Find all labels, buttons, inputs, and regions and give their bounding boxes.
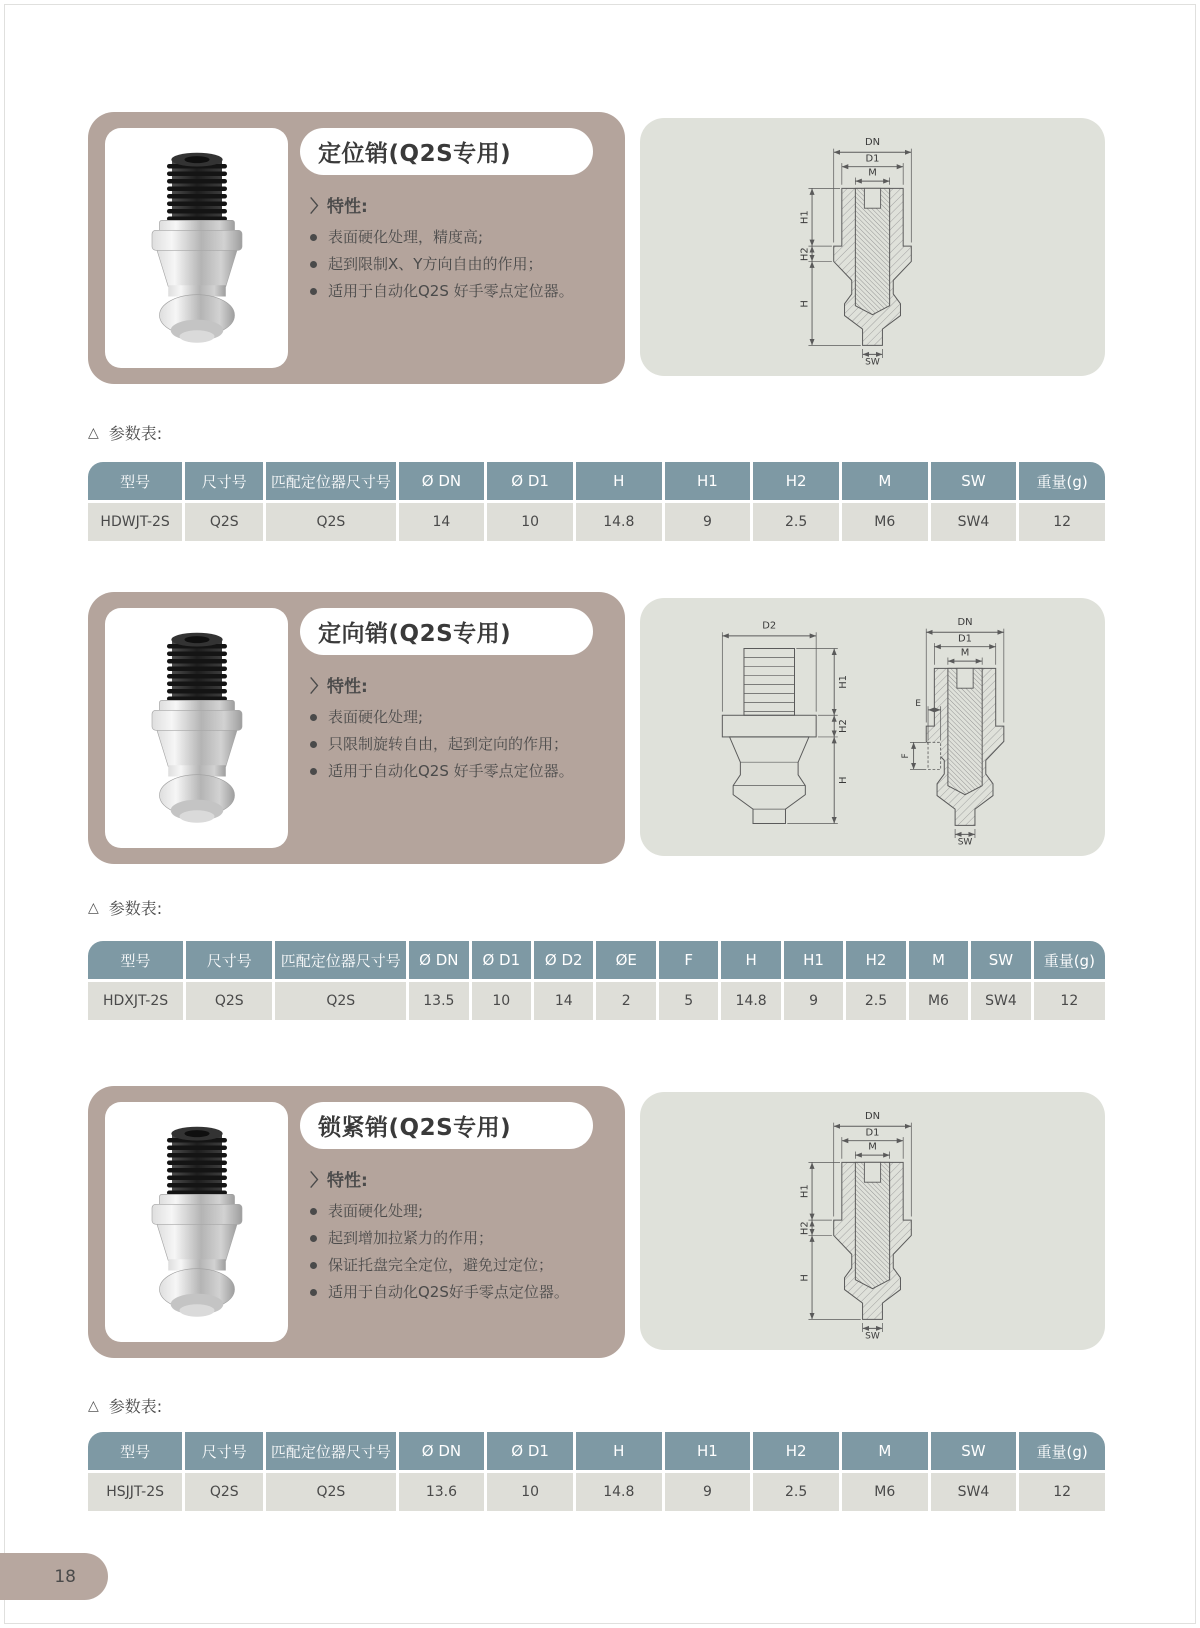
table-cell: 2.5: [753, 503, 839, 541]
dim-label-m: M: [960, 647, 969, 659]
features-list: [300, 708, 605, 781]
dim-label-m: M: [868, 1141, 877, 1153]
feature-item: 只限制旋转自由，起到定向的作用；: [310, 735, 605, 754]
dim-label-dn: DN: [864, 1111, 881, 1123]
table-cell: 12: [1019, 1473, 1105, 1511]
section-title-pill: [300, 128, 593, 175]
column-header: 匹配定位器尺寸号: [275, 941, 406, 979]
table-cell: HDXJT-2S: [88, 982, 183, 1020]
table-header-row: [88, 941, 1105, 979]
bullet-icon: [310, 261, 317, 268]
section-title-pill: [300, 1102, 593, 1149]
section-title: 锁紧销(Q2S专用): [318, 1115, 512, 1141]
section-title: 定位销(Q2S专用): [318, 141, 512, 167]
table-cell: 9: [784, 982, 843, 1020]
triangle-icon: △: [88, 1397, 99, 1414]
feature-item: 起到限制X、Y方向自由的作用；: [310, 255, 605, 274]
section-title-pill: [300, 608, 593, 655]
feature-item: 表面硬化处理，精度高;: [310, 228, 605, 247]
bullet-icon: [310, 234, 317, 241]
product-info: [300, 608, 605, 789]
column-header: 尺寸号: [186, 941, 272, 979]
column-header: SW: [931, 1432, 1017, 1470]
technical-drawing-panel: [640, 598, 1105, 856]
feature-item: 起到增加拉紧力的作用；: [310, 1229, 605, 1248]
page-number: 18: [54, 1566, 76, 1587]
feature-item: 适用于自动化Q2S 好手零点定位器。: [310, 282, 605, 301]
side-slot: [928, 742, 941, 769]
table-cell: SW4: [931, 1473, 1017, 1511]
column-header: 型号: [88, 462, 182, 500]
features-list: [300, 228, 605, 301]
table-cell: 2.5: [753, 1473, 839, 1511]
table-cell: 9: [665, 503, 751, 541]
table-cell: SW4: [971, 982, 1030, 1020]
table-cell: 13.6: [399, 1473, 485, 1511]
param-table-label: △ 参数表:: [88, 899, 163, 918]
param-table: [88, 941, 1105, 1020]
pin-product-image: [122, 624, 272, 829]
product-photo: [105, 1102, 288, 1342]
column-header: Ø D1: [487, 462, 573, 500]
table-cell: Q2S: [275, 982, 406, 1020]
column-header: Ø DN: [399, 462, 485, 500]
table-cell: 14: [534, 982, 593, 1020]
dim-label-dn: DN: [864, 137, 881, 149]
bullet-icon: [310, 1289, 317, 1296]
pin-product-image: [122, 1118, 272, 1323]
dim-label-sw: SW: [865, 1331, 880, 1341]
column-header: Ø D1: [472, 941, 531, 979]
bullet-icon: [310, 288, 317, 295]
column-header: H: [721, 941, 780, 979]
dim-label-h2: H2: [799, 1221, 811, 1236]
table-cell: 10: [487, 503, 573, 541]
feature-item: 表面硬化处理;: [310, 708, 605, 727]
column-header: H1: [665, 1432, 751, 1470]
column-header: H2: [846, 941, 905, 979]
column-header: H2: [753, 462, 839, 500]
product-info: [300, 1102, 605, 1310]
page-number-pill: [0, 1553, 108, 1600]
dim-label-h2: H2: [837, 719, 849, 733]
features-heading: 〉特性:: [310, 677, 368, 697]
feature-item: 保证托盘完全定位，避免过定位；: [310, 1256, 605, 1275]
product-photo: [105, 128, 288, 368]
table-cell: 12: [1019, 503, 1105, 541]
feature-item: 表面硬化处理;: [310, 1202, 605, 1221]
dim-label-h2: H2: [799, 247, 811, 262]
table-cell: Q2S: [185, 1473, 263, 1511]
table-cell: 14.8: [721, 982, 780, 1020]
hex-socket: [864, 188, 880, 208]
dim-label-h: H: [837, 776, 849, 784]
triangle-icon: △: [88, 424, 99, 441]
dim-label-h1: H1: [837, 675, 849, 689]
section-orientation-pin: [88, 592, 1105, 864]
table-cell: 14.8: [576, 1473, 662, 1511]
table-cell: Q2S: [186, 982, 272, 1020]
table-cell: Q2S: [185, 503, 263, 541]
bullet-icon: [310, 768, 317, 775]
column-header: 重量(g): [1019, 462, 1105, 500]
column-header: 重量(g): [1034, 941, 1105, 979]
dim-label-d1: D1: [865, 1127, 880, 1139]
column-header: H: [576, 462, 662, 500]
column-header: H1: [665, 462, 751, 500]
flange-outline: [722, 715, 816, 737]
table-cell: 12: [1034, 982, 1105, 1020]
column-header: Ø DN: [409, 941, 468, 979]
table-cell: 10: [487, 1473, 573, 1511]
table-cell: 14.8: [576, 503, 662, 541]
table-row: [88, 503, 1105, 541]
technical-drawing-section-view: [755, 127, 990, 367]
technical-drawing-panel: [640, 1092, 1105, 1350]
features-list: [300, 1202, 605, 1302]
dim-label-f: F: [900, 753, 911, 759]
column-header: H2: [753, 1432, 839, 1470]
pin-product-image: [122, 144, 272, 349]
column-header: H: [576, 1432, 662, 1470]
table-cell: M6: [842, 1473, 928, 1511]
column-header: H1: [784, 941, 843, 979]
bullet-icon: [310, 1208, 317, 1215]
bullet-icon: [310, 1235, 317, 1242]
dim-label-d2: D2: [761, 620, 776, 632]
column-header: Ø D2: [534, 941, 593, 979]
product-info: [300, 128, 605, 309]
table-cell: 14: [399, 503, 485, 541]
param-table-label: △ 参数表:: [88, 1397, 163, 1416]
table-cell: SW4: [931, 503, 1017, 541]
bullet-icon: [310, 1262, 317, 1269]
table-cell: M6: [909, 982, 968, 1020]
feature-item: 适用于自动化Q2S 好手零点定位器。: [310, 762, 605, 781]
product-panel: [88, 112, 625, 384]
column-header: 重量(g): [1019, 1432, 1105, 1470]
column-header: M: [842, 462, 928, 500]
features-heading: 〉特性:: [310, 197, 368, 217]
dim-label-sw: SW: [865, 357, 880, 367]
bullet-icon: [310, 741, 317, 748]
column-header: M: [842, 1432, 928, 1470]
features-heading: 〉特性:: [310, 1171, 368, 1191]
column-header: Ø D1: [487, 1432, 573, 1470]
column-header: 匹配定位器尺寸号: [266, 462, 395, 500]
param-table: [88, 1432, 1105, 1511]
table-cell: 9: [665, 1473, 751, 1511]
dim-label-d1: D1: [865, 153, 880, 165]
dim-label-m: M: [868, 167, 877, 179]
section-locking-pin: [88, 1086, 1105, 1358]
param-table-label: △ 参数表:: [88, 424, 163, 443]
column-header: M: [909, 941, 968, 979]
table-cell: M6: [842, 503, 928, 541]
table-cell: Q2S: [266, 503, 395, 541]
dim-label-h1: H1: [799, 210, 811, 225]
column-header: 型号: [88, 1432, 182, 1470]
column-header: SW: [931, 462, 1017, 500]
dim-label-e: E: [914, 699, 921, 710]
bullet-icon: [310, 714, 317, 721]
product-photo: [105, 608, 288, 848]
hex-socket: [864, 1162, 880, 1182]
technical-drawing-panel: [640, 118, 1105, 376]
column-header: 匹配定位器尺寸号: [266, 1432, 395, 1470]
pin-body-outline: [729, 737, 808, 824]
table-header-row: [88, 1432, 1105, 1470]
feature-item: 适用于自动化Q2S好手零点定位器。: [310, 1283, 605, 1302]
column-header: ØE: [596, 941, 655, 979]
section-locating-pin: [88, 112, 1105, 384]
triangle-icon: △: [88, 899, 99, 916]
dim-label-sw: SW: [957, 837, 972, 847]
column-header: Ø DN: [399, 1432, 485, 1470]
param-table: [88, 462, 1105, 541]
table-cell: 13.5: [409, 982, 468, 1020]
column-header: SW: [971, 941, 1030, 979]
dim-label-dn: DN: [957, 617, 973, 629]
column-header: 尺寸号: [185, 462, 263, 500]
table-cell: 2: [596, 982, 655, 1020]
product-panel: [88, 1086, 625, 1358]
table-header-row: [88, 462, 1105, 500]
dim-label-h1: H1: [799, 1184, 811, 1199]
thread-outline: [743, 649, 794, 716]
section-title: 定向销(Q2S专用): [318, 621, 512, 647]
column-header: F: [659, 941, 718, 979]
dim-label-h: H: [799, 1274, 811, 1282]
hex-socket: [956, 668, 972, 688]
table-cell: HSJJT-2S: [88, 1473, 182, 1511]
product-panel: [88, 592, 625, 864]
dim-label-d1: D1: [957, 633, 972, 645]
column-header: 型号: [88, 941, 183, 979]
table-cell: Q2S: [266, 1473, 395, 1511]
technical-drawing-section-view: [755, 1101, 990, 1341]
table-cell: 10: [472, 982, 531, 1020]
table-row: [88, 1473, 1105, 1511]
column-header: 尺寸号: [185, 1432, 263, 1470]
table-cell: 2.5: [846, 982, 905, 1020]
technical-drawing-two-views: [648, 607, 1098, 847]
table-cell: HDWJT-2S: [88, 503, 182, 541]
dim-label-h: H: [799, 300, 811, 308]
table-cell: 5: [659, 982, 718, 1020]
table-row: [88, 982, 1105, 1020]
